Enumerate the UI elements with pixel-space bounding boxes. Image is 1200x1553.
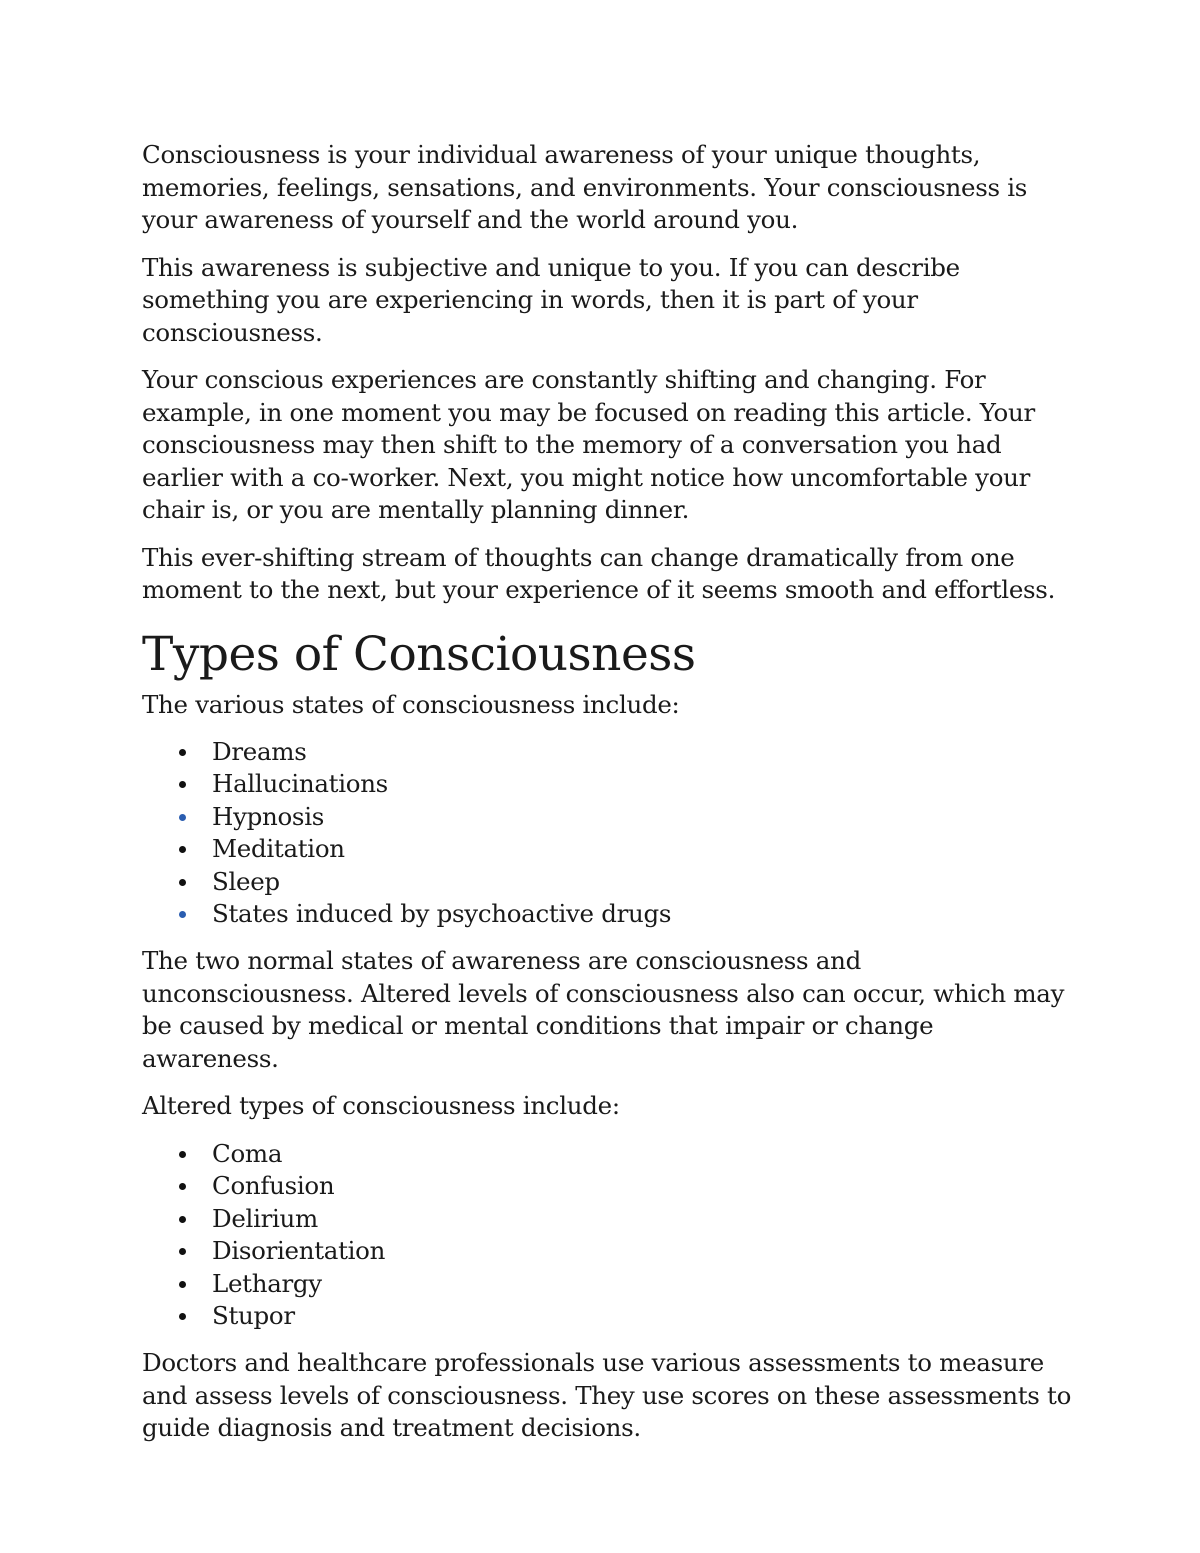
altered-intro: Altered types of consciousness include: xyxy=(142,1091,620,1121)
bullet-icon xyxy=(179,879,186,886)
list-item: Meditation xyxy=(142,833,1072,865)
bullet-icon xyxy=(179,749,186,756)
bullet-icon xyxy=(179,1183,186,1190)
list-item: Stupor xyxy=(142,1300,1072,1332)
list-item: States induced by psychoactive drugs xyxy=(142,898,1072,930)
intro-paragraph-2: This awareness is subjective and unique to you. If you can describe something you are experiencing in words, then it is part of your consciousness. xyxy=(142,252,960,347)
bullet-icon xyxy=(179,781,186,788)
list-item: Dreams xyxy=(142,736,1072,768)
list-item: Delirium xyxy=(142,1203,1072,1235)
list-item: Hallucinations xyxy=(142,768,1072,800)
list-item: Disorientation xyxy=(142,1235,1072,1267)
bullet-icon xyxy=(179,814,186,821)
intro-paragraph-1: Consciousness is your individual awareness of your unique thoughts, memories, feelings, sensations, and environments. Your consciousness is your awareness of yourself and the world around you. xyxy=(142,140,1028,234)
list-item: Confusion xyxy=(142,1170,1072,1202)
normal-states-paragraph: The two normal states of awareness are consciousness and unconsciousness. Altered levels of consciousness also can occur, which may be caused by medical or mental conditions that impair or change awareness. xyxy=(142,946,1065,1073)
closing-paragraph: Doctors and healthcare professionals use various assessments to measure and assess levels of consciousness. They use scores on these assessments to guide diagnosis and treatment decisions. xyxy=(142,1348,1072,1443)
section-heading: Types of Consciousness xyxy=(142,626,696,682)
altered-list xyxy=(142,1123,1072,1332)
bullet-icon xyxy=(179,1313,186,1320)
states-intro: The various states of consciousness include: xyxy=(142,689,680,719)
bullet-icon xyxy=(179,846,186,853)
bullet-icon xyxy=(179,1151,186,1158)
document-page xyxy=(142,139,1072,1460)
bullet-icon xyxy=(179,1216,186,1223)
bullet-icon xyxy=(179,911,186,918)
intro-paragraph-4: This ever-shifting stream of thoughts can change dramatically from one moment to the next, but your experience of it seems smooth and effortless. xyxy=(142,542,1056,604)
list-item: Coma xyxy=(142,1138,1072,1170)
states-list xyxy=(142,721,1072,930)
list-item: Hypnosis xyxy=(142,801,1072,833)
list-item: Sleep xyxy=(142,866,1072,898)
bullet-icon xyxy=(179,1281,186,1288)
list-item: Lethargy xyxy=(142,1268,1072,1300)
intro-paragraph-3: Your conscious experiences are constantly shifting and changing. For example, in one moment you may be focused on reading this article. Your consciousness may then shift to the memory of a conversation you had earlier with a co-worker. Next, you might notice how uncomfortable your chair is, or you are mentally planning dinner. xyxy=(142,365,1035,524)
bullet-icon xyxy=(179,1248,186,1255)
